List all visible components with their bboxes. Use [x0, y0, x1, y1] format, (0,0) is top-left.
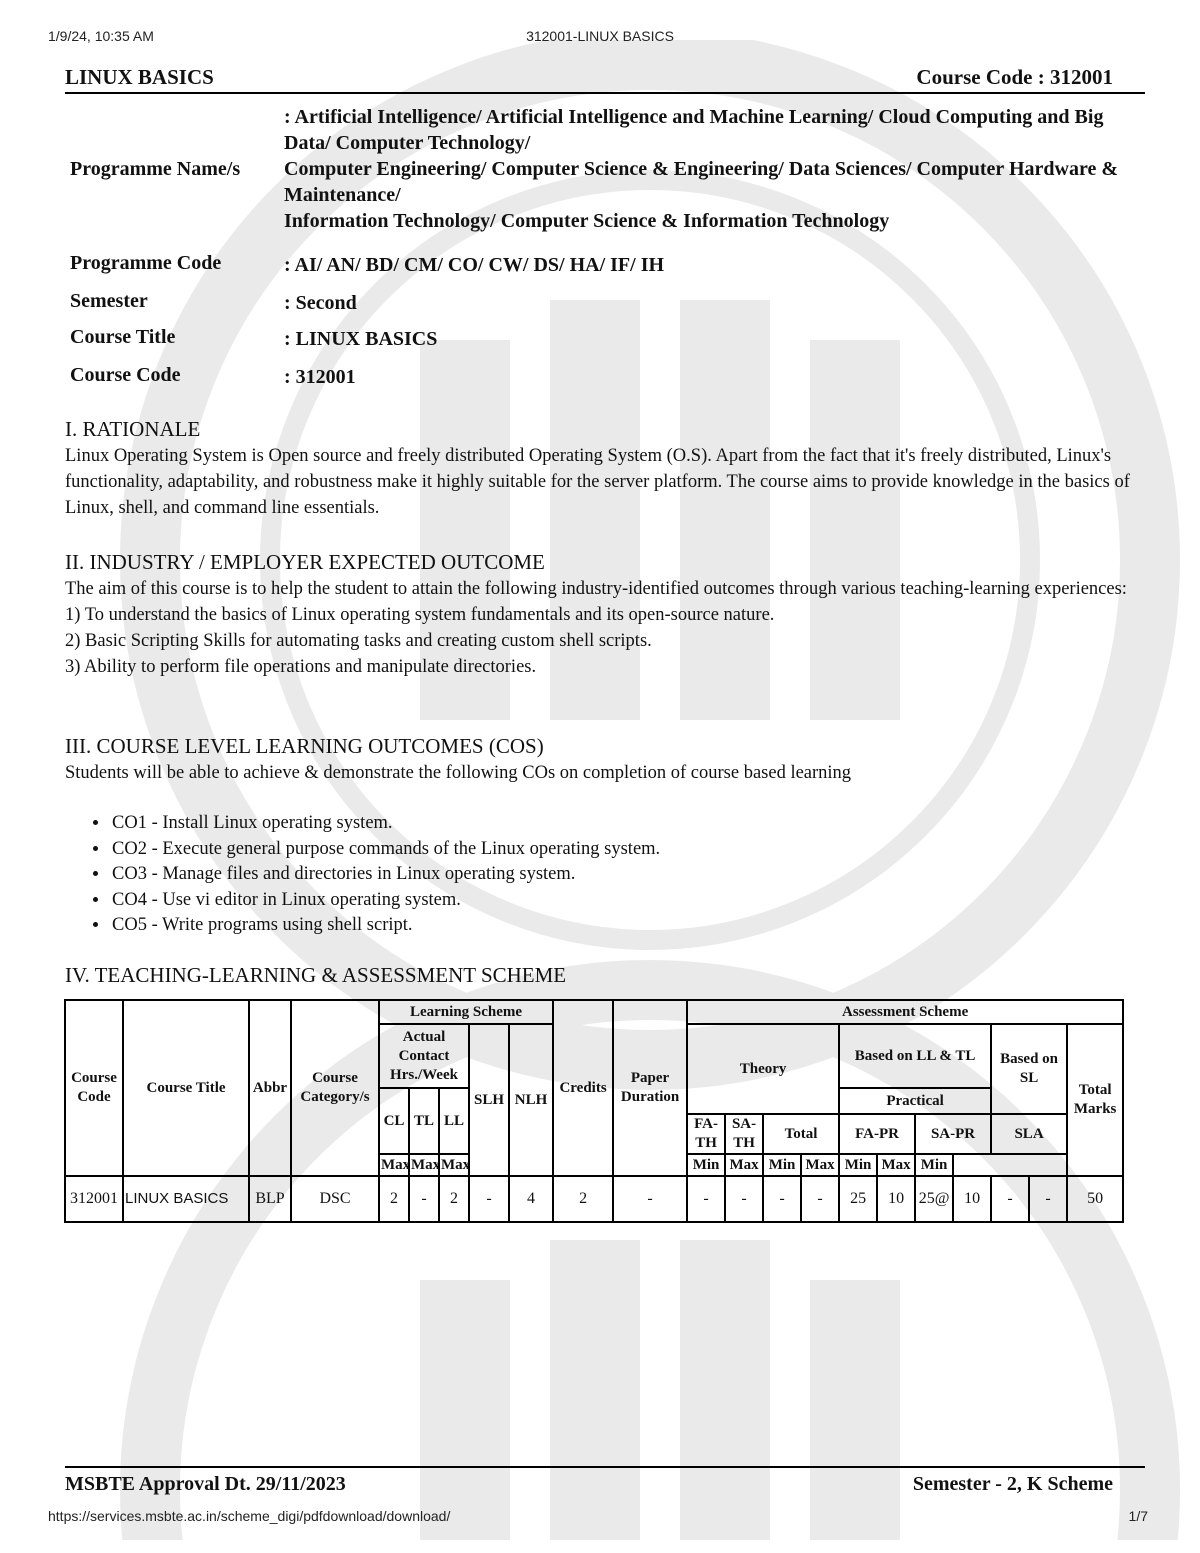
- info-row-course-title: [70, 326, 1150, 364]
- col-group-header: Based on LL & TL: [839, 1024, 991, 1088]
- document-footer: [65, 1466, 1145, 1495]
- print-page-number: 1/7: [1128, 1508, 1148, 1524]
- table-cell: 312001: [65, 1176, 123, 1222]
- table-cell: 2: [439, 1176, 469, 1222]
- list-item: • CO3 - Manage files and directories in Linux operating system.: [110, 862, 660, 888]
- industry-outcome-body: [65, 576, 1145, 680]
- col-header: Abbr: [249, 1000, 291, 1176]
- table-cell: 50: [1067, 1176, 1123, 1222]
- table-cell: 10: [877, 1176, 915, 1222]
- col-header: Course Category/s: [291, 1000, 379, 1176]
- col-header: FA-TH: [687, 1114, 725, 1154]
- info-value: : 312001: [284, 366, 356, 388]
- print-datetime: 1/9/24, 10:35 AM: [48, 28, 154, 44]
- industry-intro: The aim of this course is to help the student to attain the following industry-identified outcomes through various teaching-learning experiences:: [65, 579, 1127, 599]
- col-header: Min: [915, 1154, 953, 1176]
- cos-intro: Students will be able to achieve & demonstrate the following COs on completion of course based learning: [65, 763, 852, 783]
- col-group-header: Theory: [687, 1024, 839, 1114]
- info-row-course-code: [70, 364, 1150, 400]
- col-header: Max: [801, 1154, 839, 1176]
- col-group-header: Based on SL: [991, 1024, 1067, 1114]
- table-cell: -: [409, 1176, 439, 1222]
- info-value-line: Information Technology/ Computer Science & Information Technology: [284, 210, 890, 232]
- table-cell: 2: [553, 1176, 613, 1222]
- col-header: Min: [687, 1154, 725, 1176]
- table-cell: BLP: [249, 1176, 291, 1222]
- info-label: Semester: [70, 290, 148, 312]
- col-header: SLH: [469, 1024, 509, 1176]
- info-label: Course Title: [70, 326, 176, 348]
- table-cell: 4: [509, 1176, 553, 1222]
- col-header: Min: [839, 1154, 877, 1176]
- col-header: Course Title: [123, 1000, 249, 1176]
- list-item: • CO4 - Use vi editor in Linux operating system.: [110, 888, 660, 914]
- cos-list: [65, 811, 660, 939]
- col-header: Max: [379, 1154, 409, 1176]
- col-header: Max: [409, 1154, 439, 1176]
- table-cell: DSC: [291, 1176, 379, 1222]
- industry-item: 2) Basic Scripting Skills for automating tasks and creating custom shell scripts.: [65, 631, 652, 651]
- table-cell: 10: [953, 1176, 991, 1222]
- table-cell: 2: [379, 1176, 409, 1222]
- col-header: Max: [877, 1154, 915, 1176]
- col-header: TL: [409, 1088, 439, 1154]
- footer-approval-date: MSBTE Approval Dt. 29/11/2023: [65, 1473, 346, 1495]
- section-title-rationale: I. RATIONALE: [65, 417, 201, 441]
- table-cell: -: [613, 1176, 687, 1222]
- info-value: : AI/ AN/ BD/ CM/ CO/ CW/ DS/ HA/ IF/ IH: [284, 254, 665, 276]
- section-title-course-outcomes: III. COURSE LEVEL LEARNING OUTCOMES (COS): [65, 734, 544, 758]
- list-item: • CO5 - Write programs using shell script.: [110, 913, 660, 939]
- table-cell: -: [991, 1176, 1029, 1222]
- table-cell: -: [763, 1176, 801, 1222]
- industry-item: 1) To understand the basics of Linux operating system fundamentals and its open-source nature.: [65, 605, 775, 625]
- table-cell: 25: [839, 1176, 877, 1222]
- table-cell: -: [1029, 1176, 1067, 1222]
- info-value: : Second: [284, 292, 357, 314]
- col-header: Course Code: [65, 1000, 123, 1176]
- section-title-industry-outcome: II. INDUSTRY / EMPLOYER EXPECTED OUTCOME: [65, 550, 545, 574]
- table-cell: -: [469, 1176, 509, 1222]
- header-course-name: LINUX BASICS: [65, 65, 214, 89]
- info-value-line: Computer Engineering/ Computer Science & Engineering/ Data Sciences/ Computer Hardware & Maintenance/: [284, 158, 1119, 206]
- col-header: CL: [379, 1088, 409, 1154]
- col-header: LL: [439, 1088, 469, 1154]
- info-label: Programme Name/s: [70, 158, 241, 180]
- table-cell: -: [801, 1176, 839, 1222]
- rationale-text: Linux Operating System is Open source and freely distributed Operating System (O.S). Apart from the fact that it's freely distributed, Linux's functionality, adaptability, and robustness make it highly suitable for the server platform. The course aims to provide knowledge in the basics of Linux, shell, and command line essentials.: [65, 446, 1130, 518]
- industry-item: 3) Ability to perform file operations and manipulate directories.: [65, 657, 537, 677]
- document-header: [65, 64, 1145, 94]
- col-header: Credits: [553, 1000, 613, 1176]
- info-row-semester: [70, 290, 1150, 326]
- col-header: SA-PR: [915, 1114, 991, 1154]
- table-cell: -: [725, 1176, 763, 1222]
- col-header: Min: [763, 1154, 801, 1176]
- info-row-programme-code: [70, 252, 1150, 290]
- scheme-table: [64, 999, 1124, 1223]
- col-header: Max: [725, 1154, 763, 1176]
- table-row: [65, 1176, 1123, 1222]
- table-cell: LINUX BASICS: [123, 1176, 249, 1222]
- course-info: [70, 104, 1150, 400]
- col-group-header: Assessment Scheme: [687, 1000, 1123, 1024]
- info-value-line: : Artificial Intelligence/ Artificial Intelligence and Machine Learning/ Cloud Computing and Big Data/ Computer Technology/: [284, 106, 1104, 154]
- col-header: SA-TH: [725, 1114, 763, 1154]
- print-title: 312001-LINUX BASICS: [526, 28, 674, 44]
- footer-semester-scheme: Semester - 2, K Scheme: [912, 1473, 1113, 1495]
- header-course-code: Course Code : 312001: [916, 65, 1113, 89]
- col-header: Total Marks: [1067, 1024, 1123, 1176]
- print-url: https://services.msbte.ac.in/scheme_digi/pdfdownload/download/: [48, 1508, 451, 1524]
- col-group-header: Practical: [839, 1088, 991, 1114]
- table-cell: -: [687, 1176, 725, 1222]
- col-group-header: Actual Contact Hrs./Week: [379, 1024, 469, 1088]
- info-value: [284, 104, 1150, 234]
- col-header: Max: [439, 1154, 469, 1176]
- info-value: : LINUX BASICS: [284, 328, 438, 350]
- info-row-programme-names: [70, 104, 1150, 252]
- list-item: • CO2 - Execute general purpose commands of the Linux operating system.: [110, 837, 660, 863]
- col-header: NLH: [509, 1024, 553, 1176]
- col-group-header: Learning Scheme: [379, 1000, 553, 1024]
- col-header: SLA: [991, 1114, 1067, 1154]
- col-header: Total: [763, 1114, 839, 1154]
- info-label: Course Code: [70, 364, 181, 386]
- section-title-scheme: IV. TEACHING-LEARNING & ASSESSMENT SCHEME: [65, 963, 567, 987]
- col-header: FA-PR: [839, 1114, 915, 1154]
- col-header: Paper Duration: [613, 1000, 687, 1176]
- table-cell: 25@: [915, 1176, 953, 1222]
- info-label: Programme Code: [70, 252, 222, 274]
- list-item: • CO1 - Install Linux operating system.: [110, 811, 660, 837]
